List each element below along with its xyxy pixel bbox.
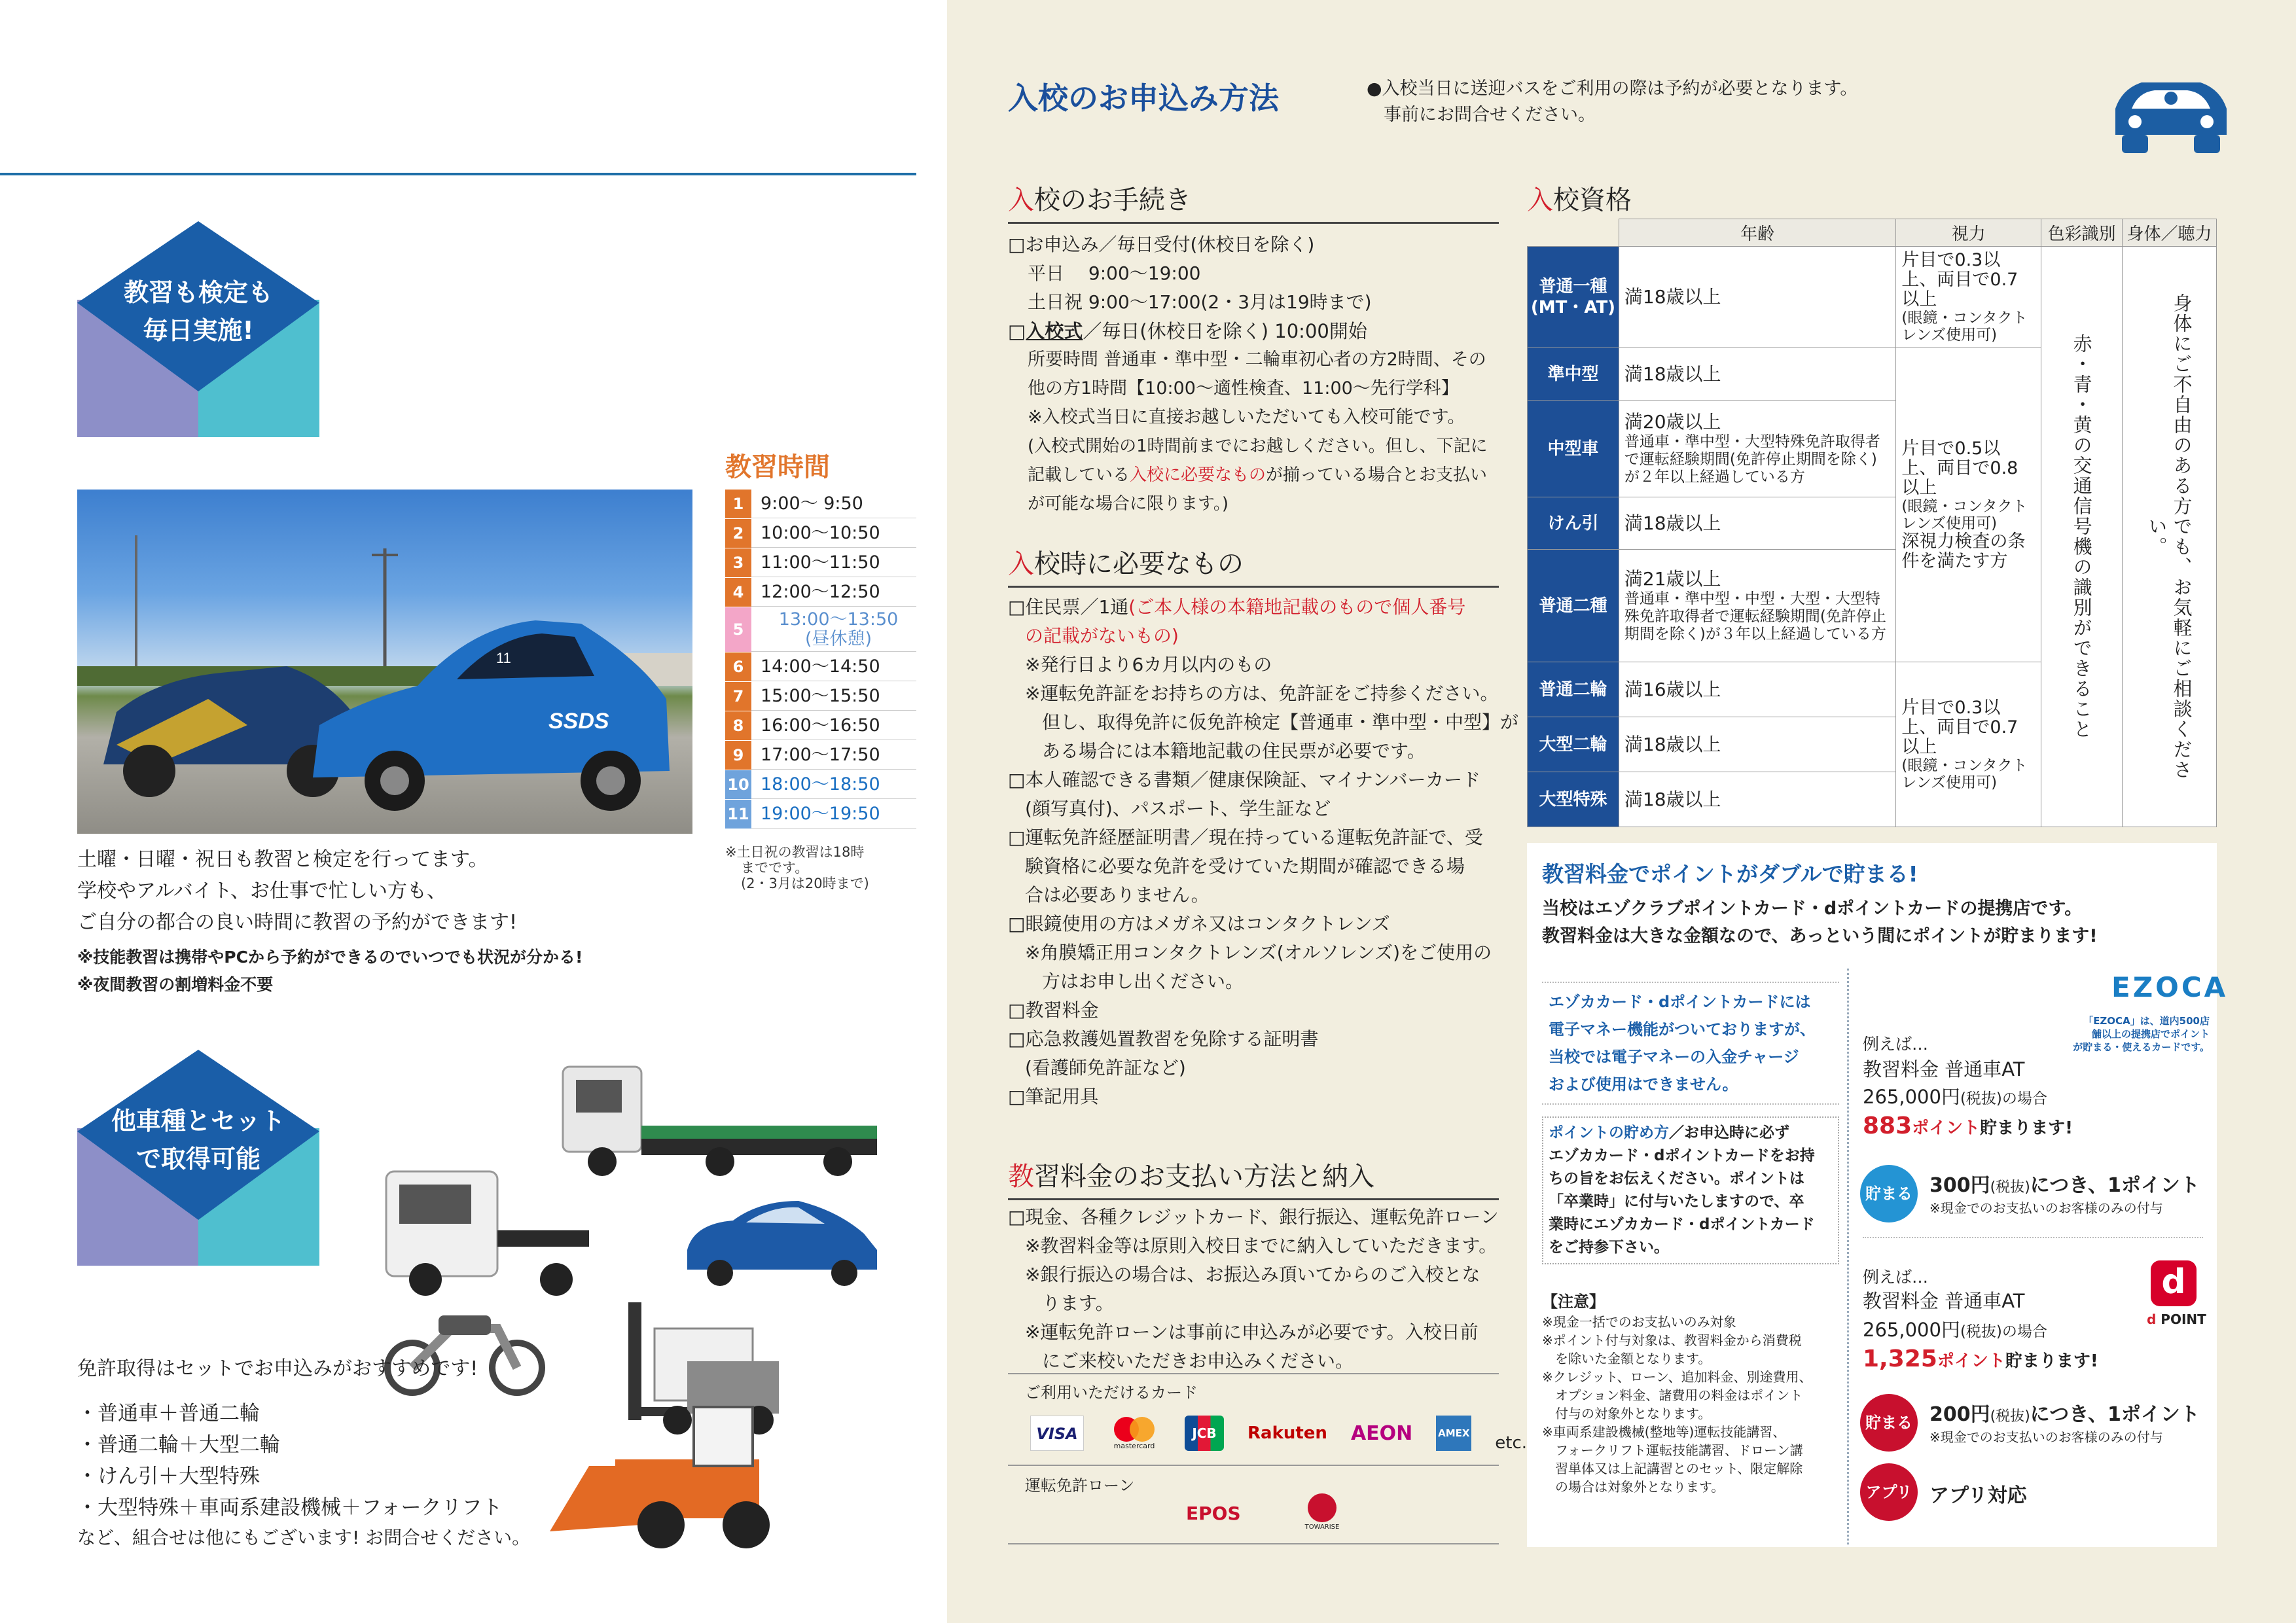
ezoca-rate: 300円(税抜)につき、1ポイント [1929,1174,2200,1197]
schedule-row [725,490,916,518]
age-cell: 満18歳以上 [1619,497,1895,550]
example1-points: 883ポイント貯まります! [1863,1113,2073,1139]
schedule-note: ※土日祝の教習は18時 までです。 (2・3月は20時まで) [725,844,869,891]
age-cell: 満18歳以上 [1619,348,1895,401]
set-item: ・大型特殊＋車両系建設機械＋フォークリフト [77,1496,503,1520]
points-howto: ポイントの貯め方／お申込時に必ず エゾカカード・dポイントカードをお持 ちの旨をお伝えください。ポイントは 「卒業時」に付与いたしますので、卒 業時にエゾカカード・dポイントカード をご持参下さい。 [1542,1116,1839,1264]
car-brand-label: SSDS [548,709,609,734]
col-color: 色彩識別 [2041,219,2123,247]
age-cell: 満18歳以上 [1619,717,1895,772]
age-cell: 満16歳以上 [1619,662,1895,717]
dpoint-logo: d [2151,1260,2197,1306]
license-type: 準中型 [1528,348,1619,401]
car-photo-illustration [77,490,692,834]
example2-course: 教習料金 普通車AT [1863,1290,2025,1312]
earn-badge-ezoca: 貯まる [1860,1165,1918,1222]
aeon-logo: AEON [1350,1421,1413,1445]
caution-notes: 【注意】 ※現金一括でのお支払いのみ対象 ※ポイント付与対象は、教習料金から消費税 を除いた金額となります。 ※クレジット、ローン、追加料金、別途費用、 オプション料金、諸費用の料金はポイント 付与の対象外となります。 ※車両系建設機械(整地等)運転技能講習、 フォークリフト運転技能講習、ドローン講 習単体又は上記講習とのセット、限定解除 の場合は対象外となります。 [1542,1293,1812,1495]
schedule-row [725,607,916,652]
period-time: 9:00〜 9:50 [751,490,916,518]
example1-label: 例えば… [1863,1035,1929,1054]
card-logos [1030,1414,1527,1453]
cards-etc: etc. [1495,1433,1528,1453]
section-payment-title: 教習料金のお支払い方法と納入 [1008,1156,1499,1200]
set-intro: 免許取得はセットでお申込みがおすすめです! [77,1357,478,1380]
license-type: けん引 [1528,497,1619,550]
needed-list: □住民票／1通(ご本人様の本籍地記載のもので個人番号 の記載がないもの) ※発行日より6カ月以内のもの ※運転免許証をお持ちの方は、免許証をご持参ください。 但し、取得免許に仮免許検定【普通車・準中型・中型】が ある場合には本籍地記載の住民票が必要です。 □本人確認できる書類／健康保険証、マイナンバーカード (顔写真付)、パスポート、学生証など □運転免許経歴証明書／現在持っている運転免許証で、受 験資格に必要な免許を受けていた期間が確認できる場 合は必要ありません。 □眼鏡使用の方はメガネ又はコンタクトレンズ ※角膜矯正用コンタクトレンズ(オルソレンズ)をご使用の 方はお申し出ください。 □教習料金 □応急救護処置教習を免除する証明書 (看護師免許証など) □筆記用具 [1008,596,1519,1107]
age-cell: 満18歳以上 [1619,772,1895,827]
intro-notes: ※技能教習は携帯やPCから予約ができるのでいつでも状況が分かる! ※夜間教習の割増料金不要 [77,948,583,994]
period-time: 18:00〜18:50 [751,770,916,799]
age-cell: 満18歳以上 [1619,247,1895,348]
period-number: 3 [725,548,751,577]
car-number: 11 [496,650,511,666]
schedule-row [725,519,916,548]
badge-line2: で取得可能 [135,1145,260,1173]
dpoint-label: d POINT [2147,1311,2206,1327]
period-time: 16:00〜16:50 [751,711,916,740]
period-time: 13:00〜13:50 (昼休憩) [751,607,916,652]
bus-car-icon [2109,63,2233,161]
jcb-logo: JCB [1185,1416,1224,1451]
col-body: 身体／聴力 [2123,219,2217,247]
envelope-badge-daily [77,221,319,437]
visa-logo: VISA [1030,1416,1084,1451]
epos-logo: EPOS [1186,1503,1241,1524]
license-type: 大型二輪 [1528,717,1619,772]
sedan-icon [687,1201,877,1286]
example1-price: 265,000円(税抜)の場合 [1863,1086,2047,1108]
set-item: ・普通車＋普通二輪 [77,1402,260,1425]
set-footer: など、組合せは他にもございます! お問合せください。 [77,1527,531,1548]
period-time: 15:00〜15:50 [751,682,916,711]
example2-price: 265,000円(税抜)の場合 [1863,1319,2047,1341]
emoney-notice: エゾカカード・dポイントカードには 電子マネー機能がついておりますが、 当校では電子マネーの入金チャージ および使用はできません。 [1542,982,1839,1105]
license-type: 大型特殊 [1528,772,1619,827]
small-truck-icon [386,1171,589,1296]
dpoint-rate-note: ※現金でのお支払いのお客様のみの付与 [1929,1429,2163,1445]
period-time: 10:00〜10:50 [751,519,916,548]
period-number: 1 [725,490,751,518]
schedule-table [725,490,916,829]
period-number: 11 [725,800,751,829]
app-support: アプリ対応 [1929,1484,2027,1507]
body-cell: 身体にご不自由のある方でも、お気軽にご相談ください。 [2123,247,2217,827]
period-time: 14:00〜14:50 [751,652,916,681]
schedule-row [725,548,916,577]
period-time: 11:00〜11:50 [751,548,916,577]
towarise-logo: TOWARISE [1302,1493,1342,1531]
period-time: 12:00〜12:50 [751,578,916,607]
age-cell: 満21歳以上 普通車・準中型・中型・大型・大型特殊免許取得者で運転経験期間(免許停止期間を除く)が３年以上経過している方 [1619,550,1895,662]
license-type: 普通二種 [1528,550,1619,662]
period-number: 8 [725,711,751,740]
section-needed-title: 入校時に必要なもの [1008,543,1499,588]
points-title: 教習料金でポイントがダブルで貯まる! [1542,861,1918,887]
license-type: 普通一種 (MT・AT) [1528,247,1619,348]
payment-list: □現金、各種クレジットカード、銀行振込、運転免許ローン ※教習料金等は原則入校日までに納入していただきます。 ※銀行振込の場合は、お振込み頂いてからのご入校とな ります。 ※運転免許ローンは事前に申込みが必要です。入校日前 にご来校いただきお申込みください。 [1008,1206,1499,1372]
period-number: 4 [725,578,751,607]
training-car-photo [77,490,692,834]
procedure-list: □お申込み／毎日受付(休校日を除く) 平日 9:00〜19:00 土日祝 9:00〜17:00(2・3月は19時まで) □入校式／毎日(休校日を除く) 10:00開始 所要時間 普通車・準中型・二輪車初心者の方2時間、その 他の方1時間【10:00〜適性検査、11:00〜先行学科】 ※入校式当日に直接お越しいただいても入校可能です。 (入校式開始の1時間前までにお越しください。但し、下記に 記載している入校に必要なものが揃っている場合とお支払い が可能な場合に限ります。) [1008,234,1488,514]
example2-points: 1,325ポイント貯まります! [1863,1346,2098,1372]
intro-text: 土曜・日曜・祝日も教習と検定を行ってます。 学校やアルバイト、お仕事で忙しい方も、 ご自分の都合の良い時間に教習の予約ができます! [77,848,518,934]
top-rule [0,173,916,175]
badge-line1: 教習も検定も [123,278,273,307]
period-number: 10 [725,770,751,799]
period-number: 9 [725,741,751,770]
schedule-row [725,578,916,607]
period-number: 2 [725,519,751,548]
rakuten-logo: Rakuten [1247,1423,1327,1443]
period-number: 7 [725,682,751,711]
dpoint-rate: 200円(税抜)につき、1ポイント [1929,1403,2200,1426]
schedule-row [725,652,916,681]
age-cell: 満20歳以上 普通車・準中型・大型特殊免許取得者で運転経験期間(免許停止期間を除く)が２年以上経過している方 [1619,401,1895,497]
color-cell: 赤・青・黄の交通信号機の識別ができること [2041,247,2123,827]
qualification-table [1527,219,2217,827]
schedule-row [725,800,916,829]
set-item: ・普通二輪＋大型二輪 [77,1433,280,1457]
loan-label: 運転免許ローン [1025,1476,1135,1495]
schedule-row [725,682,916,711]
schedule-title: 教習時間 [725,452,830,482]
schedule-row [725,770,916,799]
example2-label: 例えば… [1863,1268,1929,1287]
cards-label: ご利用いただけるカード [1025,1383,1198,1402]
period-time: 17:00〜17:50 [751,741,916,770]
page-title: 入校のお申込み方法 [1008,80,1279,116]
badge-line2: 毎日実施! [143,316,254,345]
earn-badge-dpoint: 貯まる [1860,1394,1918,1452]
schedule-row [725,741,916,770]
flatbed-truck-icon [563,1067,877,1176]
vision-cell: 片目で0.3以上、両目で0.7以上 (眼鏡・コンタクトレンズ使用可) [1896,247,2041,348]
period-time: 19:00〜19:50 [751,800,916,829]
ezoca-rate-note: ※現金でのお支払いのお客様のみの付与 [1929,1200,2163,1216]
bus-note: ●入校当日に送迎バスをご利用の際は予約が必要となります。 事前にお問合せください。 [1367,79,1858,125]
ezoca-note: 「EZOCA」は、道内500店 舗以上の提携店でポイント が貯まる・使えるカードです。 [2073,1015,2210,1053]
col-age: 年齢 [1619,219,1895,247]
license-type: 普通二輪 [1528,662,1619,717]
period-number: 6 [725,652,751,681]
ezoca-logo: EZOCA [2111,971,2229,1003]
app-badge: アプリ [1860,1463,1918,1521]
envelope-badge-set [77,1050,319,1266]
points-intro: 当校はエゾクラブポイントカード・dポイントカードの提携店です。 教習料金は大きな金額なので、あっという間にポイントが貯まります! [1542,899,2098,946]
section-procedure-title: 入校のお手続き [1008,179,1499,224]
set-list [77,1398,502,1524]
vision-cell: 片目で0.5以上、両目で0.8以上 (眼鏡・コンタクトレンズ使用可) 深視力検査の条件を満たす方 [1896,348,2041,662]
schedule-row [725,711,916,740]
badge-line1: 他車種とセット [111,1107,285,1135]
wheel-loader-icon [550,1407,770,1548]
vision-cell: 片目で0.3以上、両目で0.7以上 (眼鏡・コンタクトレンズ使用可) [1896,662,2041,827]
license-type: 中型車 [1528,401,1619,497]
amex-logo: AMEX [1436,1416,1471,1451]
mastercard-logo: mastercard [1107,1416,1161,1451]
set-item: ・けん引＋大型特殊 [77,1465,260,1488]
col-vision: 視力 [1896,219,2041,247]
example1-course: 教習料金 普通車AT [1863,1058,2025,1080]
period-number: 5 [725,607,751,652]
